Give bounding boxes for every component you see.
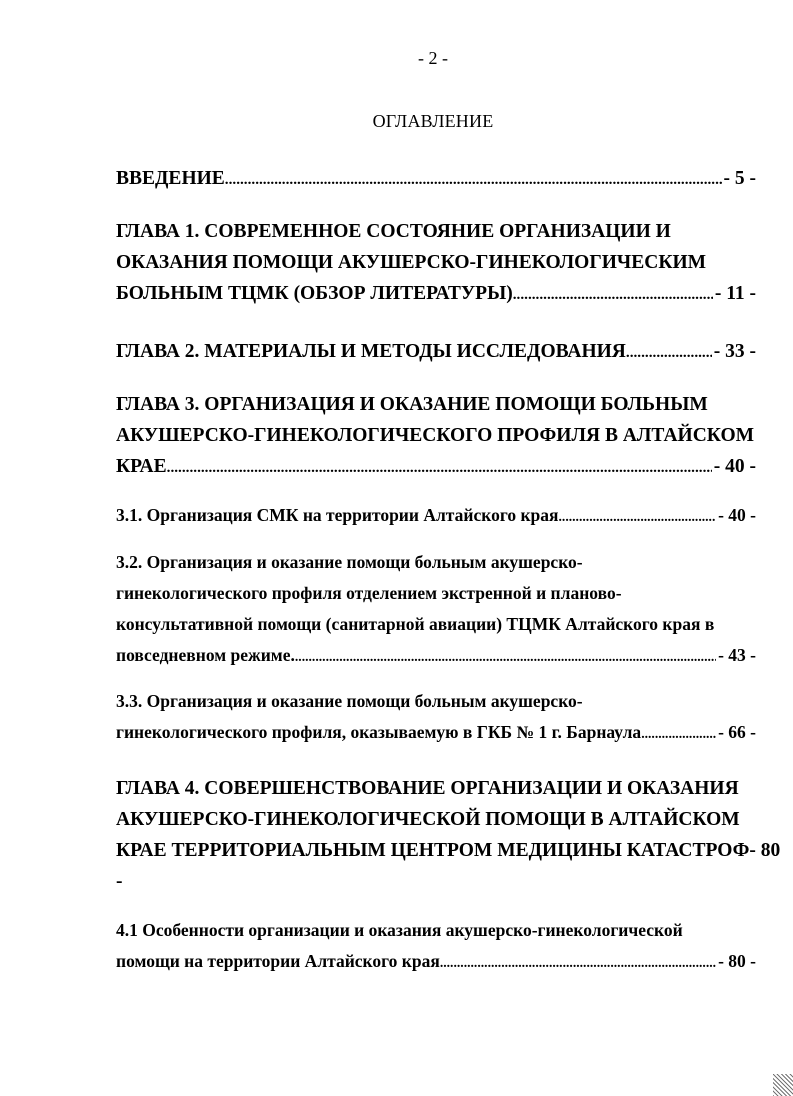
toc-page-number: - 40 - xyxy=(718,505,756,525)
toc-entry-text: ГЛАВА 4. СОВЕРШЕНСТВОВАНИЕ ОРГАНИЗАЦИИ И ОКАЗАНИЯ xyxy=(116,778,739,799)
toc-entry-text: гинекологического профиля отделением экстренной и планово- xyxy=(116,583,622,603)
toc-page-number: - 5 - xyxy=(723,168,756,189)
toc-entry-text: БОЛЬНЫМ ТЦМК (ОБЗОР ЛИТЕРАТУРЫ) xyxy=(116,283,513,304)
toc-entry-text: консультативной помощи (санитарной авиации) ТЦМК Алтайского края в xyxy=(116,614,715,634)
toc-entry-text: АКУШЕРСКО-ГИНЕКОЛОГИЧЕСКОЙ ПОМОЩИ В АЛТАЙСКОМ xyxy=(116,809,740,830)
toc-leader-dots xyxy=(167,451,712,483)
toc-entry-text: 3.2. Организация и оказание помощи больным акушерско- xyxy=(116,552,583,572)
toc-page-number: - 11 - xyxy=(714,283,756,304)
toc-entry-text: КРАЕ ТЕРРИТОРИАЛЬНЫМ ЦЕНТРОМ МЕДИЦИНЫ КАТАСТРОФ- 80 xyxy=(116,840,781,861)
toc-entry-text: повседневном режиме. xyxy=(116,645,295,665)
toc-entry-text: - xyxy=(116,871,123,892)
toc-entry-section-3-3[interactable] xyxy=(116,686,756,749)
toc-leader-dots xyxy=(559,500,717,532)
toc-entry-section-4-1[interactable] xyxy=(116,915,756,978)
toc-leader-dots xyxy=(295,640,716,672)
toc-entry-text: КРАЕ xyxy=(116,456,167,477)
toc-entry-text: ОКАЗАНИЯ ПОМОЩИ АКУШЕРСКО-ГИНЕКОЛОГИЧЕСКИМ xyxy=(116,252,707,273)
toc-leader-dots xyxy=(626,336,712,368)
toc-entry-text: АКУШЕРСКО-ГИНЕКОЛОГИЧЕСКОГО ПРОФИЛЯ В АЛТАЙСКОМ xyxy=(116,425,755,446)
toc-entry-text: ГЛАВА 1. СОВРЕМЕННОЕ СОСТОЯНИЕ ОРГАНИЗАЦИИ И xyxy=(116,221,671,242)
toc-entry-section-3-1[interactable] xyxy=(116,500,756,532)
page-number: - 2 - xyxy=(418,48,448,68)
toc-leader-dots xyxy=(513,278,713,310)
toc-entry-introduction[interactable] xyxy=(116,163,756,195)
toc-entry-text: помощи на территории Алтайского края xyxy=(116,951,440,971)
toc-entry-chapter-2[interactable] xyxy=(116,336,756,368)
toc-entry-chapter-1[interactable] xyxy=(116,216,756,310)
toc-entry-chapter-3[interactable] xyxy=(116,389,756,483)
toc-entry-text: ГЛАВА 3. ОРГАНИЗАЦИЯ И ОКАЗАНИЕ ПОМОЩИ БОЛЬНЫМ xyxy=(116,394,708,415)
toc-entry-section-3-2[interactable] xyxy=(116,547,756,672)
toc-entry-text: 4.1 Особенности организации и оказания акушерско-гинекологической xyxy=(116,920,683,940)
toc-page-number: - 43 - xyxy=(718,645,756,665)
scan-artifact xyxy=(773,1074,793,1096)
toc-entry-text: 3.3. Организация и оказание помощи больным акушерско- xyxy=(116,691,583,711)
toc-leader-dots xyxy=(641,717,716,749)
toc-entry-text: ГЛАВА 2. МАТЕРИАЛЫ И МЕТОДЫ ИССЛЕДОВАНИЯ xyxy=(116,341,626,362)
toc-title: ОГЛАВЛЕНИЕ xyxy=(372,111,494,131)
toc-entry-text: ВВЕДЕНИЕ xyxy=(116,168,225,189)
toc-page-number: - 66 - xyxy=(718,722,756,742)
toc-page-number: - 33 - xyxy=(713,341,756,362)
toc-leader-dots xyxy=(440,946,716,978)
toc-leader-dots xyxy=(225,163,722,195)
toc-page-number: - 80 - xyxy=(718,951,756,971)
toc-entry-text: гинекологического профиля, оказываемую в ГКБ № 1 г. Барнаула xyxy=(116,722,642,742)
toc-page-number: - 40 - xyxy=(713,456,756,477)
toc-entry-text: 3.1. Организация СМК на территории Алтайского края xyxy=(116,505,559,525)
toc-entry-chapter-4[interactable] xyxy=(116,773,781,897)
